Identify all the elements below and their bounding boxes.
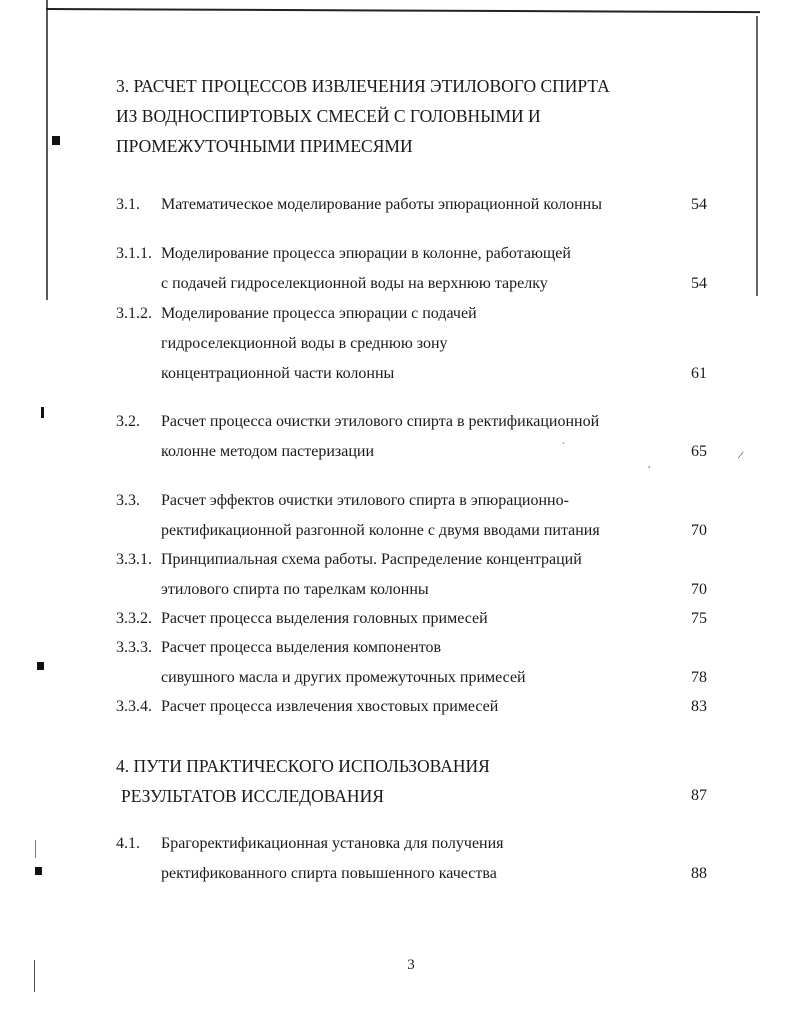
toc-entry-page: 65 (691, 443, 707, 460)
toc-entry-page: 87 (691, 787, 707, 804)
toc-entry-title: с подачей гидроселекционной воды на верхнюю тарелку (161, 275, 548, 292)
heading-line: РЕЗУЛЬТАТОВ ИССЛЕДОВАНИЯ (121, 786, 384, 806)
scan-left-border (35, 840, 36, 858)
toc-entry-page: 78 (691, 669, 707, 686)
toc-entry-number: 3.1.2. (116, 305, 152, 322)
toc-entry-page: 54 (691, 275, 707, 292)
toc-entry-number: 4.1. (116, 835, 140, 852)
toc-entry-page: 83 (691, 698, 707, 715)
toc-entry-title: сивушного масла и других промежуточных примесей (161, 669, 526, 686)
toc-entry-title: Моделирование процесса эпюрации с подачей (161, 305, 477, 322)
toc-entry-title: Расчет процесса очистки этилового спирта в ректификационной (161, 413, 600, 430)
heading-line: 3. РАСЧЕТ ПРОЦЕССОВ ИЗВЛЕЧЕНИЯ ЭТИЛОВОГО СПИРТА (116, 76, 610, 96)
toc-entry-title: Расчет эффектов очистки этилового спирта в эпюрационно- (161, 492, 569, 509)
toc-entry-title: ректификационной разгонной колонне с двумя вводами питания (161, 522, 600, 539)
scan-right-border (756, 16, 758, 296)
toc-entry-title: Расчет процесса извлечения хвостовых примесей (161, 698, 499, 715)
toc-entry-page: 70 (691, 522, 707, 539)
heading-line: ПРОМЕЖУТОЧНЫМИ ПРИМЕСЯМИ (116, 136, 413, 156)
section-4-heading (116, 751, 490, 811)
scan-top-border (46, 8, 760, 13)
toc-entry-title: Моделирование процесса эпюрации в колонне, работающей (161, 245, 571, 262)
binder-hole-mark (35, 867, 42, 875)
toc-entry-title: Математическое моделирование работы эпюрационной колонны (161, 196, 602, 213)
page-number: 3 (407, 957, 415, 973)
toc-entry-page: 54 (691, 196, 707, 213)
heading-line: ИЗ ВОДНОСПИРТОВЫХ СМЕСЕЙ С ГОЛОВНЫМИ И (116, 106, 541, 126)
toc-entry-number: 3.2. (116, 413, 140, 430)
toc-entry-title: концентрационной части колонны (161, 365, 395, 382)
binder-hole-mark (41, 407, 44, 418)
scan-speck: / (736, 447, 745, 463)
toc-entry-title: ректификованного спирта повышенного качества (161, 865, 497, 882)
toc-entry-title: Принципиальная схема работы. Распределение концентраций (161, 551, 582, 568)
scan-left-border (46, 0, 48, 300)
toc-entry-page: 88 (691, 865, 707, 882)
toc-entry-number: 3.3.1. (116, 551, 152, 568)
toc-entry-title: Расчет процесса выделения головных примесей (161, 610, 488, 627)
toc-entry-title: гидроселекционной воды в среднюю зону (161, 335, 448, 352)
scan-left-border (34, 960, 35, 992)
toc-entry-title: колонне методом пастеризации (161, 443, 374, 460)
scan-speck: , (648, 459, 651, 469)
toc-entry-number: 3.3.4. (116, 698, 152, 715)
toc-entry-page: 70 (691, 581, 707, 598)
toc-entry-number: 3.3.2. (116, 610, 152, 627)
toc-entry-number: 3.3. (116, 492, 140, 509)
section-3-heading (116, 71, 610, 161)
toc-entry-title: Расчет процесса выделения компонентов (161, 639, 442, 656)
toc-entry-title: Брагоректификационная установка для получения (161, 835, 504, 852)
toc-entry-title: этилового спирта по тарелкам колонны (161, 581, 429, 598)
toc-entry-number: 3.1. (116, 196, 140, 213)
toc-entry-page: 75 (691, 610, 707, 627)
toc-entry-page: 61 (691, 365, 707, 382)
toc-entry-number: 3.3.3. (116, 639, 152, 656)
binder-hole-mark (52, 136, 60, 145)
binder-hole-mark (37, 662, 44, 670)
toc-entry-number: 3.1.1. (116, 245, 152, 262)
scan-speck: ` (562, 441, 565, 451)
heading-line: 4. ПУТИ ПРАКТИЧЕСКОГО ИСПОЛЬЗОВАНИЯ (116, 756, 490, 776)
